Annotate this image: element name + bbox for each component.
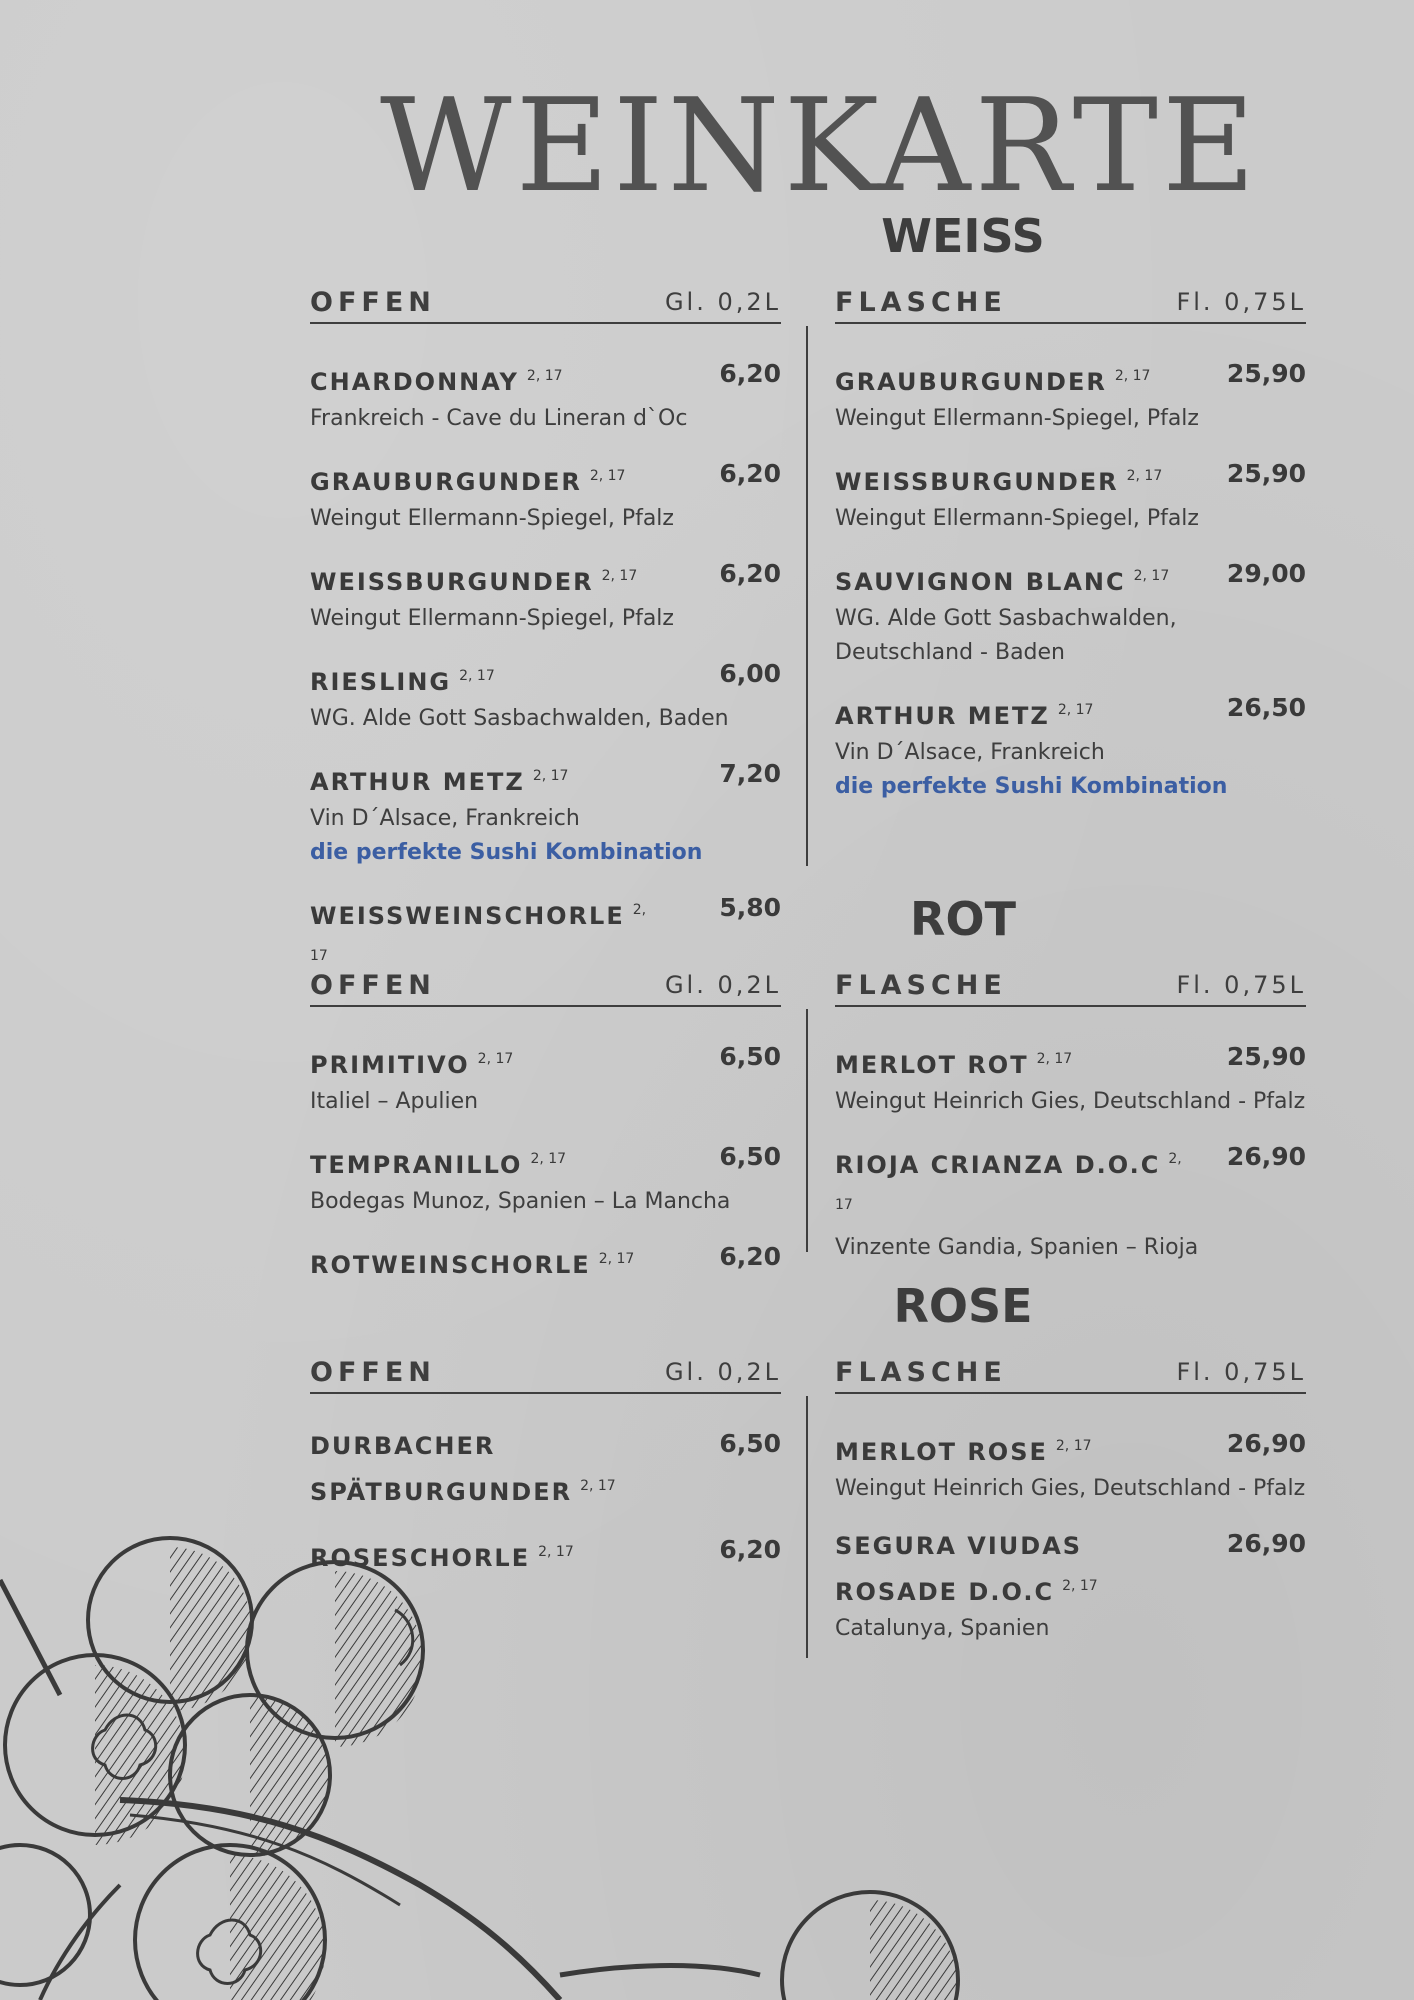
wine-origin: Catalunya, Spanien xyxy=(835,1616,1050,1641)
wine-name-row xyxy=(310,1239,781,1285)
allergen-footnote: 2, 17 xyxy=(1036,1051,1073,1067)
allergen-footnote: 2, 17 xyxy=(477,1051,514,1067)
wine-name: ROSESCHORLE xyxy=(310,1544,531,1572)
wine-item xyxy=(835,1426,1306,1506)
allergen-footnote: 2, 17 xyxy=(310,902,647,964)
wine-list xyxy=(310,324,781,982)
allergen-footnote: 2, 17 xyxy=(1057,702,1094,718)
wine-name: GRAUBURGUNDER xyxy=(835,368,1107,396)
wine-name-wrapper xyxy=(310,456,625,502)
allergen-footnote: 2, 17 xyxy=(459,668,495,684)
wine-name-wrapper xyxy=(835,1139,1185,1231)
menu-title: WEINKARTE xyxy=(380,72,1260,221)
wine-name: ARTHUR METZ xyxy=(310,768,525,796)
pairing-note: die perfekte Sushi Kombination xyxy=(310,840,703,865)
allergen-footnote: 2, 17 xyxy=(601,568,638,584)
wine-price: 6,50 xyxy=(719,1429,781,1458)
wine-origin: Weingut Heinrich Gies, Deutschland - Pfalz xyxy=(835,1089,1306,1114)
wine-price: 6,20 xyxy=(719,1535,781,1564)
wine-origin: Vin D´Alsace, Frankreich xyxy=(310,806,580,831)
wine-name-row xyxy=(310,556,781,602)
allergen-footnote: 2, 17 xyxy=(589,468,626,484)
column-label: OFFEN xyxy=(310,287,436,318)
column-header xyxy=(835,969,1306,1007)
wine-name-wrapper xyxy=(835,556,1169,602)
wine-name-wrapper xyxy=(835,456,1162,502)
wine-name: MERLOT ROSE xyxy=(835,1438,1048,1466)
wine-name-row xyxy=(835,1039,1306,1085)
section-title-rot: ROT xyxy=(910,892,1016,946)
wine-price: 6,50 xyxy=(719,1042,781,1071)
allergen-footnote: 2, 17 xyxy=(526,368,563,384)
wine-item xyxy=(310,1239,781,1285)
wine-origin: WG. Alde Gott Sasbachwalden, Deutschland - Baden xyxy=(835,606,1177,665)
wine-name-wrapper xyxy=(835,356,1150,402)
wine-name-row xyxy=(310,1039,781,1085)
wine-name: SAUVIGNON BLANC xyxy=(835,568,1126,596)
rot-bottle-column xyxy=(835,969,1306,1285)
wine-name: TEMPRANILLO xyxy=(310,1151,523,1179)
wine-item xyxy=(835,356,1306,436)
wine-name-wrapper xyxy=(835,690,1093,736)
wine-price: 6,00 xyxy=(719,659,781,688)
wine-price: 26,90 xyxy=(1226,1529,1306,1558)
allergen-footnote: 2, 17 xyxy=(538,1544,574,1560)
wine-price: 25,90 xyxy=(1226,459,1306,488)
section-title-rose: ROSE xyxy=(893,1279,1033,1333)
column-label: FLASCHE xyxy=(835,970,1007,1001)
wine-item xyxy=(835,1039,1306,1119)
wine-price: 26,50 xyxy=(1226,693,1306,722)
wine-origin: WG. Alde Gott Sasbachwalden, Baden xyxy=(310,706,729,731)
wine-item xyxy=(835,1139,1306,1265)
wine-name-row xyxy=(310,656,781,702)
wine-price: 6,20 xyxy=(719,1242,781,1271)
wine-item xyxy=(310,1139,781,1219)
allergen-footnote: 2, 17 xyxy=(1114,368,1151,384)
column-divider xyxy=(806,326,808,866)
column-header xyxy=(835,1356,1306,1394)
wine-name-row xyxy=(310,456,781,502)
wine-item xyxy=(310,456,781,536)
wine-name-row xyxy=(310,1426,781,1512)
column-label: FLASCHE xyxy=(835,287,1007,318)
wine-origin: Weingut Ellermann-Spiegel, Pfalz xyxy=(835,506,1199,531)
wine-item xyxy=(310,1426,781,1512)
wine-price: 26,90 xyxy=(1226,1429,1306,1458)
wine-name-wrapper xyxy=(310,1039,513,1085)
wine-item xyxy=(835,456,1306,536)
wine-name: RIOJA CRIANZA D.O.C xyxy=(835,1151,1161,1179)
wine-list xyxy=(835,324,1306,804)
wine-name-wrapper xyxy=(835,1039,1072,1085)
column-header xyxy=(310,286,781,324)
wine-price: 25,90 xyxy=(1226,359,1306,388)
column-volume: Gl. 0,2L xyxy=(664,971,781,999)
wine-price: 25,90 xyxy=(1226,1042,1306,1071)
wine-item xyxy=(835,690,1306,804)
wine-name: RIESLING xyxy=(310,668,452,696)
column-volume: Fl. 0,75L xyxy=(1176,1358,1306,1386)
grape-cluster-illustration xyxy=(0,1535,960,2000)
wine-origin: Italiel – Apulien xyxy=(310,1089,479,1114)
wine-origin: Vin D´Alsace, Frankreich xyxy=(835,740,1105,765)
allergen-footnote: 2, 17 xyxy=(1055,1438,1092,1454)
wine-price: 26,90 xyxy=(1226,1142,1306,1171)
column-volume: Fl. 0,75L xyxy=(1176,288,1306,316)
section-title-weiss: WEISS xyxy=(881,209,1045,263)
wine-name-row xyxy=(835,456,1306,502)
wine-price: 5,80 xyxy=(719,893,781,922)
column-header xyxy=(310,1356,781,1394)
wine-origin: Weingut Heinrich Gies, Deutschland - Pfalz xyxy=(835,1476,1306,1501)
wine-price: 6,50 xyxy=(719,1142,781,1171)
wine-name: WEISSWEINSCHORLE xyxy=(310,902,625,930)
wine-name: PRIMITIVO xyxy=(310,1051,470,1079)
wine-origin: Weingut Ellermann-Spiegel, Pfalz xyxy=(835,406,1199,431)
wine-name: SEGURA VIUDAS ROSADE D.O.C xyxy=(835,1532,1083,1606)
wine-price: 6,20 xyxy=(719,559,781,588)
rot-open-column xyxy=(310,969,781,1305)
wine-origin: Frankreich - Cave du Lineran d`Oc xyxy=(310,406,688,431)
wine-name-wrapper xyxy=(310,556,637,602)
allergen-footnote: 2, 17 xyxy=(1062,1578,1098,1594)
allergen-footnote: 2, 17 xyxy=(1126,468,1163,484)
wine-name: WEISSBURGUNDER xyxy=(835,468,1119,496)
wine-price: 6,20 xyxy=(719,359,781,388)
wine-name-wrapper xyxy=(310,756,568,802)
wine-price: 7,20 xyxy=(719,759,781,788)
wine-item xyxy=(835,556,1306,670)
wine-item xyxy=(310,756,781,870)
wine-origin: Vinzente Gandia, Spanien – Rioja xyxy=(835,1235,1199,1260)
wine-name: DURBACHER SPÄTBURGUNDER xyxy=(310,1432,573,1506)
allergen-footnote: 2, 17 xyxy=(530,1151,567,1167)
wine-origin: Weingut Ellermann-Spiegel, Pfalz xyxy=(310,506,674,531)
wine-name-row xyxy=(835,1426,1306,1472)
wine-name: MERLOT ROT xyxy=(835,1051,1029,1079)
wine-origin: Bodegas Munoz, Spanien – La Mancha xyxy=(310,1189,731,1214)
wine-name-row xyxy=(310,756,781,802)
wine-name-wrapper xyxy=(310,1139,566,1185)
wine-name-wrapper xyxy=(310,356,563,402)
wine-item xyxy=(310,356,781,436)
allergen-footnote: 2, 17 xyxy=(598,1251,635,1267)
wine-item xyxy=(310,556,781,636)
wine-price: 6,20 xyxy=(719,459,781,488)
wine-item xyxy=(310,656,781,736)
wine-name-wrapper xyxy=(310,1239,634,1285)
wine-price: 29,00 xyxy=(1226,559,1306,588)
allergen-footnote: 2, 17 xyxy=(1133,568,1170,584)
wine-item xyxy=(310,1039,781,1119)
allergen-footnote: 2, 17 xyxy=(835,1151,1182,1213)
column-label: OFFEN xyxy=(310,1357,436,1388)
wine-name-wrapper xyxy=(310,1426,660,1512)
wine-name-row xyxy=(835,690,1306,736)
wine-name-row xyxy=(835,356,1306,402)
wine-name: ROTWEINSCHORLE xyxy=(310,1251,591,1279)
column-volume: Fl. 0,75L xyxy=(1176,971,1306,999)
wine-name: ARTHUR METZ xyxy=(835,702,1050,730)
allergen-footnote: 2, 17 xyxy=(532,768,569,784)
wine-name-row xyxy=(835,1139,1306,1231)
wine-name-wrapper xyxy=(835,1426,1092,1472)
wine-name: GRAUBURGUNDER xyxy=(310,468,582,496)
column-header xyxy=(310,969,781,1007)
column-label: OFFEN xyxy=(310,970,436,1001)
allergen-footnote: 2, 17 xyxy=(580,1478,616,1494)
wine-name: CHARDONNAY xyxy=(310,368,519,396)
wine-name-row xyxy=(835,556,1306,602)
pairing-note: die perfekte Sushi Kombination xyxy=(835,774,1228,799)
wine-name: WEISSBURGUNDER xyxy=(310,568,594,596)
column-divider xyxy=(806,1009,808,1252)
wine-name-wrapper xyxy=(310,656,495,702)
column-volume: Gl. 0,2L xyxy=(664,1358,781,1386)
column-header xyxy=(835,286,1306,324)
wine-list xyxy=(835,1007,1306,1265)
wine-origin: Weingut Ellermann-Spiegel, Pfalz xyxy=(310,606,674,631)
weiss-bottle-column xyxy=(835,286,1306,824)
column-label: FLASCHE xyxy=(835,1357,1007,1388)
wine-list xyxy=(310,1007,781,1285)
wine-name-row xyxy=(310,1139,781,1185)
wine-name-row xyxy=(310,356,781,402)
column-volume: Gl. 0,2L xyxy=(664,288,781,316)
